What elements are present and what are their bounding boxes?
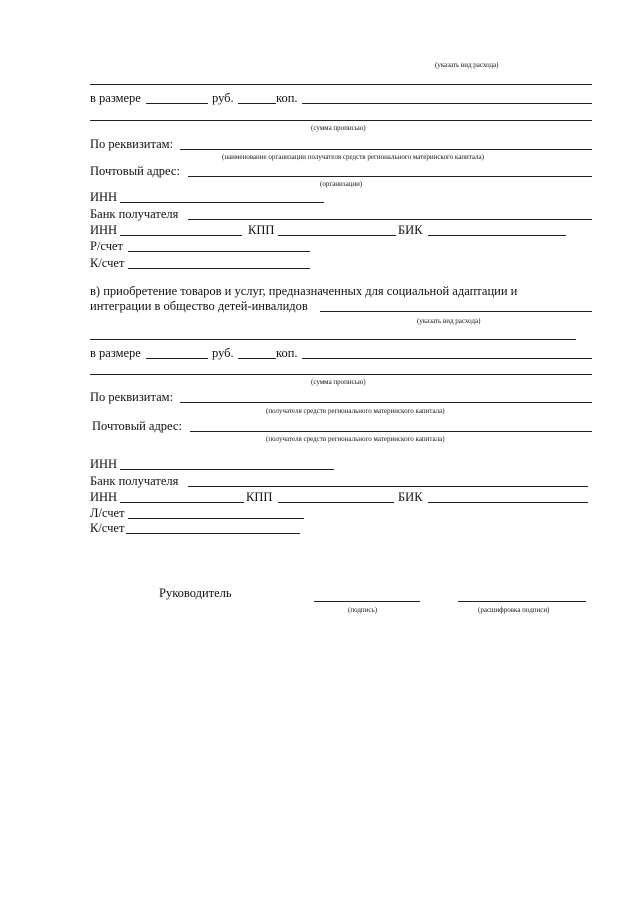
label-inn-2: ИНН [90,223,118,237]
signature-decode-field[interactable] [458,601,586,602]
label-l-account: Л/счет [90,506,125,520]
l-account-field[interactable] [128,518,304,519]
label-k-account-b: К/счет [90,521,125,535]
label-bik: БИК [398,223,423,237]
caption-recipient: (получателя средств регионального материнского капитала) [266,407,445,415]
label-rub: руб. [212,91,234,105]
label-kpp-b: КПП [246,490,273,504]
caption-recipient-2: (получателя средств регионального материнского капитала) [266,435,445,443]
label-inn-b: ИНН [90,457,118,471]
bank-field-b[interactable] [188,486,588,487]
expense-type-line [90,84,592,85]
caption-sum-words-b: (сумма прописью) [311,378,366,386]
rub-field-b[interactable] [146,358,208,359]
kpp-field-b[interactable] [278,502,394,503]
kop-field-b[interactable] [238,358,276,359]
amount-words-field-b[interactable] [302,358,592,359]
expense-type-field-b[interactable] [320,311,592,312]
section-b-title-line2: интеграции в общество детей-инвалидов [90,299,308,313]
label-requisites-b: По реквизитам: [90,390,174,404]
inn-field-b2[interactable] [120,502,244,503]
k-account-field-b[interactable] [126,533,300,534]
amount-words-line-b [90,374,592,375]
label-bik-b: БИК [398,490,423,504]
label-kop: коп. [276,91,298,105]
caption-expense-type: (указать вид расхода) [435,61,499,69]
postal-field-b[interactable] [190,431,592,432]
label-postal: Почтовый адрес: [90,164,180,178]
kop-field[interactable] [238,103,276,104]
signature-field[interactable] [314,601,420,602]
inn-field-b[interactable] [120,469,334,470]
caption-org-name: (наименование организации получателя средств регионального материнского капитала) [222,153,484,161]
caption-sum-words: (сумма прописью) [311,124,366,132]
r-account-field[interactable] [128,251,310,252]
k-account-field[interactable] [128,268,310,269]
inn-field-2[interactable] [120,235,242,236]
amount-words-field[interactable] [302,103,592,104]
label-head: Руководитель [159,586,232,600]
label-bank: Банк получателя [90,207,179,221]
label-rub-b: руб. [212,346,234,360]
label-amount: в размере [90,91,141,105]
label-inn: ИНН [90,190,118,204]
requisites-field[interactable] [180,149,592,150]
label-bank-b: Банк получателя [90,474,179,488]
inn-field[interactable] [120,202,324,203]
label-kpp: КПП [248,223,275,237]
label-r-account: Р/счет [90,239,124,253]
caption-organization: (организации) [320,180,363,188]
label-requisites: По реквизитам: [90,137,174,151]
kpp-field[interactable] [278,235,396,236]
caption-signature-decode: (расшифровка подписи) [478,606,550,614]
postal-field[interactable] [188,176,592,177]
label-postal-b: Почтовый адрес: [92,419,182,433]
rub-field[interactable] [146,103,208,104]
bik-field[interactable] [428,235,566,236]
expense-type-line-b [90,339,576,340]
label-amount-b: в размере [90,346,141,360]
label-kop-b: коп. [276,346,298,360]
label-inn-b2: ИНН [90,490,118,504]
label-k-account: К/счет [90,256,125,270]
requisites-field-b[interactable] [180,402,592,403]
bank-field[interactable] [188,219,592,220]
bik-field-b[interactable] [428,502,588,503]
amount-words-line [90,120,592,121]
caption-expense-type-b: (указать вид расхода) [417,317,481,325]
caption-signature: (подпись) [348,606,378,614]
section-b-title-line1: в) приобретение товаров и услуг, предназначенных для социальной адаптации и [90,284,518,298]
